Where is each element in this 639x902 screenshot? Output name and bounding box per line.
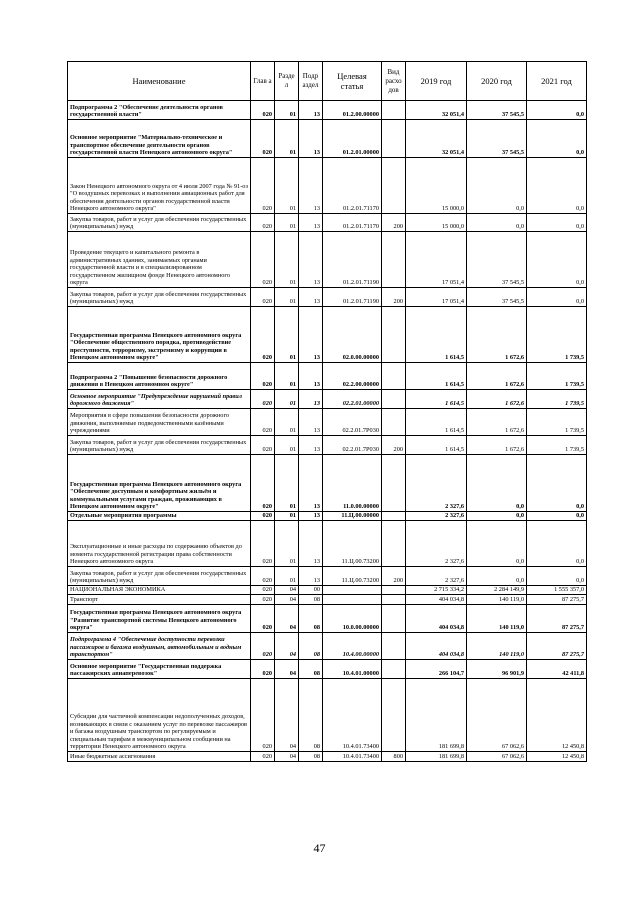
- row-name: Закупка товаров, работ и услуг для обеспечения государственных (муниципальных) нужд: [68, 288, 251, 307]
- row-name: Основное мероприятие "Предупреждение нарушений правил дорожного движения": [68, 390, 251, 409]
- row-value-2021: 0,0: [527, 101, 587, 120]
- row-value-2021: 42 411,8: [527, 660, 587, 679]
- row-section: 04: [275, 633, 299, 660]
- table-row: [68, 455, 587, 512]
- row-target-article: 01.2.01.71170: [323, 214, 382, 232]
- row-value-2021: 0,0: [527, 158, 587, 214]
- row-chapter: 020: [251, 605, 275, 633]
- row-value-2021: 12 450,8: [527, 679, 587, 752]
- row-chapter: 020: [251, 409, 275, 436]
- row-target-article: 01.2.00.00000: [323, 101, 382, 120]
- row-name: Проведение текущего и капитального ремонта в административных зданиях, занимаемых органами государственной власти и в специализированном государственном жилищном фонде Ненецкого автономного округа: [68, 232, 251, 288]
- row-name: НАЦИОНАЛЬНАЯ ЭКОНОМИКА: [68, 586, 251, 595]
- row-section: 04: [275, 586, 299, 595]
- row-value-2020: 0,0: [467, 158, 527, 214]
- row-chapter: 020: [251, 101, 275, 120]
- header-chapter: Глав а: [251, 62, 275, 101]
- row-section: 04: [275, 605, 299, 633]
- row-target-article: 02.2.00.00000: [323, 363, 382, 390]
- table-row: [68, 679, 587, 752]
- row-subsection: 13: [299, 288, 323, 307]
- row-value-2021: 1 555 357,0: [527, 586, 587, 595]
- row-value-2020: 140 119,0: [467, 605, 527, 633]
- row-value-2019: 15 000,0: [406, 158, 467, 214]
- row-name: Закупка товаров, работ и услуг для обеспечения государственных (муниципальных) нужд: [68, 436, 251, 455]
- row-value-2021: 87 275,7: [527, 633, 587, 660]
- row-name: Государственная программа Ненецкого автономного округа "Обеспечение доступным и комфортным жильём и коммунальными услугами граждан, проживающих в Ненецком автономном округе": [68, 455, 251, 512]
- row-target-article: 11.Ц.00.73200: [323, 567, 382, 586]
- row-subsection: 00: [299, 586, 323, 595]
- row-value-2021: 0,0: [527, 120, 587, 158]
- row-value-2019: 404 034,8: [406, 595, 467, 605]
- table-row: [68, 288, 587, 307]
- row-value-2019: 2 327,6: [406, 512, 467, 521]
- table-row: [68, 390, 587, 409]
- row-expense-type: [382, 307, 406, 363]
- row-section: 01: [275, 232, 299, 288]
- row-expense-type: 200: [382, 567, 406, 586]
- row-value-2019: 2 327,6: [406, 567, 467, 586]
- row-value-2019: 1 614,5: [406, 390, 467, 409]
- row-target-article: [323, 595, 382, 605]
- row-expense-type: [382, 521, 406, 567]
- row-name: Транспорт: [68, 595, 251, 605]
- row-subsection: 13: [299, 307, 323, 363]
- row-value-2021: 1 739,5: [527, 436, 587, 455]
- table-row: [68, 752, 587, 762]
- row-name: Субсидии для частичной компенсации недополученных доходов, возникающих в связи с оказанием услуг по перевозке пассажиров и багажа воздушным транспортом по регулируемым и специальным тарифам в межмуниципальном сообщении на территории Ненецкого автономного округа: [68, 679, 251, 752]
- table-row: [68, 307, 587, 363]
- row-subsection: 08: [299, 752, 323, 762]
- row-subsection: 13: [299, 232, 323, 288]
- row-value-2019: 17 051,4: [406, 288, 467, 307]
- row-name: Мероприятия в сфере повышения безопасности дорожного движения, выполняемые подведомственными казёнными учреждениями: [68, 409, 251, 436]
- table-row: [68, 120, 587, 158]
- row-target-article: 01.2.01.71170: [323, 158, 382, 214]
- row-value-2019: 404 034,8: [406, 633, 467, 660]
- row-value-2019: 1 614,5: [406, 409, 467, 436]
- row-value-2021: 0,0: [527, 288, 587, 307]
- row-chapter: 020: [251, 390, 275, 409]
- row-value-2019: 15 000,0: [406, 214, 467, 232]
- row-chapter: 020: [251, 660, 275, 679]
- row-value-2020: 1 672,6: [467, 436, 527, 455]
- row-subsection: 13: [299, 390, 323, 409]
- row-target-article: 01.2.01.00000: [323, 120, 382, 158]
- row-subsection: 08: [299, 633, 323, 660]
- row-chapter: 020: [251, 307, 275, 363]
- row-name: Эксплуатационные и иные расходы по содержанию объектов до момента государственной регистрации права собственности Ненецкого автономного округа: [68, 521, 251, 567]
- row-value-2020: 37 545,5: [467, 288, 527, 307]
- row-expense-type: 200: [382, 214, 406, 232]
- row-name: Подпрограмма 2 "Обеспечение деятельности органов государственной власти": [68, 101, 251, 120]
- row-value-2019: 2 715 334,2: [406, 586, 467, 595]
- table-row: [68, 409, 587, 436]
- row-target-article: 11.Ц.00.00000: [323, 512, 382, 521]
- row-value-2020: 1 672,6: [467, 390, 527, 409]
- row-expense-type: [382, 595, 406, 605]
- row-chapter: 020: [251, 436, 275, 455]
- row-value-2021: 0,0: [527, 521, 587, 567]
- row-expense-type: [382, 586, 406, 595]
- table-header-row: [68, 62, 587, 101]
- row-subsection: 13: [299, 158, 323, 214]
- row-value-2020: 37 545,5: [467, 101, 527, 120]
- row-expense-type: [382, 633, 406, 660]
- row-expense-type: [382, 605, 406, 633]
- row-name: Отдельные мероприятия программы: [68, 512, 251, 521]
- row-chapter: 020: [251, 232, 275, 288]
- row-expense-type: 200: [382, 436, 406, 455]
- row-value-2020: 1 672,6: [467, 409, 527, 436]
- row-target-article: 02.0.00.00000: [323, 307, 382, 363]
- row-value-2020: 140 119,0: [467, 595, 527, 605]
- row-target-article: 01.2.01.71190: [323, 288, 382, 307]
- row-value-2020: 0,0: [467, 567, 527, 586]
- header-expense-type: Вид расхо дов: [382, 62, 406, 101]
- row-section: 01: [275, 101, 299, 120]
- row-subsection: 08: [299, 679, 323, 752]
- row-subsection: 13: [299, 120, 323, 158]
- row-chapter: 020: [251, 586, 275, 595]
- header-2020: 2020 год: [467, 62, 527, 101]
- row-section: 01: [275, 455, 299, 512]
- row-value-2021: 0,0: [527, 455, 587, 512]
- row-value-2020: 1 672,6: [467, 363, 527, 390]
- row-value-2019: 2 327,6: [406, 521, 467, 567]
- row-target-article: 10.4.01.73400: [323, 752, 382, 762]
- row-value-2019: 1 614,5: [406, 307, 467, 363]
- row-value-2021: 12 450,8: [527, 752, 587, 762]
- table-row: [68, 158, 587, 214]
- row-value-2019: 1 614,5: [406, 436, 467, 455]
- budget-table: [67, 61, 587, 762]
- row-subsection: 08: [299, 660, 323, 679]
- row-section: 04: [275, 595, 299, 605]
- row-section: 01: [275, 214, 299, 232]
- row-value-2019: 32 051,4: [406, 101, 467, 120]
- row-target-article: 01.2.01.71190: [323, 232, 382, 288]
- table-row: [68, 660, 587, 679]
- table-row: [68, 595, 587, 605]
- row-chapter: 020: [251, 595, 275, 605]
- row-section: 01: [275, 363, 299, 390]
- row-section: 01: [275, 512, 299, 521]
- row-section: 04: [275, 752, 299, 762]
- row-value-2019: 2 327,6: [406, 455, 467, 512]
- row-target-article: 02.2.01.7Р030: [323, 436, 382, 455]
- row-expense-type: [382, 232, 406, 288]
- row-chapter: 020: [251, 752, 275, 762]
- table-row: [68, 436, 587, 455]
- table-row: [68, 567, 587, 586]
- row-value-2021: 1 739,5: [527, 307, 587, 363]
- row-value-2019: 1 614,5: [406, 363, 467, 390]
- row-value-2021: 87 275,7: [527, 595, 587, 605]
- row-chapter: 020: [251, 288, 275, 307]
- row-chapter: 020: [251, 158, 275, 214]
- row-value-2020: 0,0: [467, 214, 527, 232]
- row-expense-type: [382, 120, 406, 158]
- row-value-2021: 0,0: [527, 567, 587, 586]
- row-section: 01: [275, 521, 299, 567]
- table-row: [68, 633, 587, 660]
- row-expense-type: [382, 512, 406, 521]
- row-subsection: 13: [299, 455, 323, 512]
- row-subsection: 13: [299, 521, 323, 567]
- row-section: 04: [275, 660, 299, 679]
- row-value-2021: 0,0: [527, 232, 587, 288]
- row-expense-type: [382, 409, 406, 436]
- row-section: 01: [275, 288, 299, 307]
- row-section: 01: [275, 120, 299, 158]
- row-value-2021: 1 739,5: [527, 409, 587, 436]
- row-value-2021: 0,0: [527, 214, 587, 232]
- row-section: 01: [275, 307, 299, 363]
- row-value-2020: 0,0: [467, 455, 527, 512]
- row-value-2020: 1 672,6: [467, 307, 527, 363]
- row-section: 01: [275, 436, 299, 455]
- row-chapter: 020: [251, 363, 275, 390]
- row-value-2021: 87 275,7: [527, 605, 587, 633]
- table-row: [68, 101, 587, 120]
- row-value-2019: 181 699,8: [406, 679, 467, 752]
- header-section: Разде л: [275, 62, 299, 101]
- row-chapter: 020: [251, 120, 275, 158]
- row-target-article: 11.0.00.00000: [323, 455, 382, 512]
- row-value-2020: 96 901,9: [467, 660, 527, 679]
- row-subsection: 13: [299, 567, 323, 586]
- row-subsection: 13: [299, 512, 323, 521]
- row-target-article: 10.0.00.00000: [323, 605, 382, 633]
- table-row: [68, 512, 587, 521]
- row-expense-type: [382, 660, 406, 679]
- row-subsection: 13: [299, 101, 323, 120]
- row-value-2021: 0,0: [527, 512, 587, 521]
- row-name: Иные бюджетные ассигнования: [68, 752, 251, 762]
- row-value-2020: 37 545,5: [467, 120, 527, 158]
- row-name: Подпрограмма 2 "Повышение безопасности дорожного движения в Ненецком автономном округе": [68, 363, 251, 390]
- row-chapter: 020: [251, 521, 275, 567]
- table-row: [68, 605, 587, 633]
- header-name: Наименование: [68, 62, 251, 101]
- row-name: Государственная программа Ненецкого автономного округа "Обеспечение общественного порядка, противодействие преступности, терроризму, экстремизму и коррупции в Ненецком автономном округе": [68, 307, 251, 363]
- row-value-2020: 37 545,5: [467, 232, 527, 288]
- row-value-2020: 0,0: [467, 521, 527, 567]
- table-body: [68, 101, 587, 762]
- header-target-article: Целевая статья: [323, 62, 382, 101]
- row-chapter: 020: [251, 679, 275, 752]
- row-value-2020: 67 062,6: [467, 752, 527, 762]
- row-target-article: [323, 586, 382, 595]
- row-value-2019: 266 104,7: [406, 660, 467, 679]
- row-section: 04: [275, 679, 299, 752]
- table-row: [68, 214, 587, 232]
- table-row: [68, 521, 587, 567]
- row-name: Закупка товаров, работ и услуг для обеспечения государственных (муниципальных) нужд: [68, 214, 251, 232]
- row-section: 01: [275, 567, 299, 586]
- row-value-2019: 181 699,8: [406, 752, 467, 762]
- row-subsection: 13: [299, 436, 323, 455]
- row-value-2020: 0,0: [467, 512, 527, 521]
- row-section: 01: [275, 158, 299, 214]
- page-number: 47: [313, 841, 326, 855]
- row-chapter: 020: [251, 455, 275, 512]
- row-target-article: 11.Ц.00.73200: [323, 521, 382, 567]
- row-subsection: 13: [299, 363, 323, 390]
- row-name: Основное мероприятие "Материально-техническое и транспортное обеспечение деятельности органов государственной власти Ненецкого автономного округа": [68, 120, 251, 158]
- row-chapter: 020: [251, 567, 275, 586]
- row-section: 01: [275, 409, 299, 436]
- row-name: Подпрограмма 4 "Обеспечение доступности перевозки пассажиров и багажа воздушным, автомобильным и водным транспортом": [68, 633, 251, 660]
- row-target-article: 10.4.01.73400: [323, 679, 382, 752]
- row-expense-type: 800: [382, 752, 406, 762]
- header-subsection: Подр аздел: [299, 62, 323, 101]
- row-target-article: 10.4.01.00000: [323, 660, 382, 679]
- row-expense-type: 200: [382, 288, 406, 307]
- row-value-2019: 404 034,8: [406, 605, 467, 633]
- row-chapter: 020: [251, 214, 275, 232]
- row-expense-type: [382, 390, 406, 409]
- row-value-2021: 1 739,5: [527, 390, 587, 409]
- row-subsection: 13: [299, 214, 323, 232]
- row-value-2019: 17 051,4: [406, 232, 467, 288]
- row-name: Закон Ненецкого автономного округа от 4 июля 2007 года № 91-оз "О воздушных перевозках и выполнении авиационных работ для обеспечения деятельности органов государственной власти Ненецкого автономного округа": [68, 158, 251, 214]
- row-chapter: 020: [251, 633, 275, 660]
- row-expense-type: [382, 679, 406, 752]
- row-name: Основное мероприятие "Государственная поддержка пассажирских авиаперевозок": [68, 660, 251, 679]
- table-row: [68, 232, 587, 288]
- row-expense-type: [382, 363, 406, 390]
- row-subsection: 13: [299, 409, 323, 436]
- header-2019: 2019 год: [406, 62, 467, 101]
- row-value-2020: 2 284 149,9: [467, 586, 527, 595]
- row-target-article: 02.2.01.00000: [323, 390, 382, 409]
- row-name: Государственная программа Ненецкого автономного округа "Развитие транспортной системы Ненецкого автономного округа": [68, 605, 251, 633]
- table-row: [68, 586, 587, 595]
- row-chapter: 020: [251, 512, 275, 521]
- header-2021: 2021 год: [527, 62, 587, 101]
- row-value-2020: 67 062,6: [467, 679, 527, 752]
- row-value-2020: 140 119,0: [467, 633, 527, 660]
- row-name: Закупка товаров, работ и услуг для обеспечения государственных (муниципальных) нужд: [68, 567, 251, 586]
- row-value-2021: 1 739,5: [527, 363, 587, 390]
- row-expense-type: [382, 101, 406, 120]
- row-section: 01: [275, 390, 299, 409]
- row-subsection: 08: [299, 595, 323, 605]
- row-target-article: 02.2.01.7Р030: [323, 409, 382, 436]
- row-target-article: 10.4.00.00000: [323, 633, 382, 660]
- row-subsection: 08: [299, 605, 323, 633]
- table-row: [68, 363, 587, 390]
- row-value-2019: 32 051,4: [406, 120, 467, 158]
- row-expense-type: [382, 455, 406, 512]
- row-expense-type: [382, 158, 406, 214]
